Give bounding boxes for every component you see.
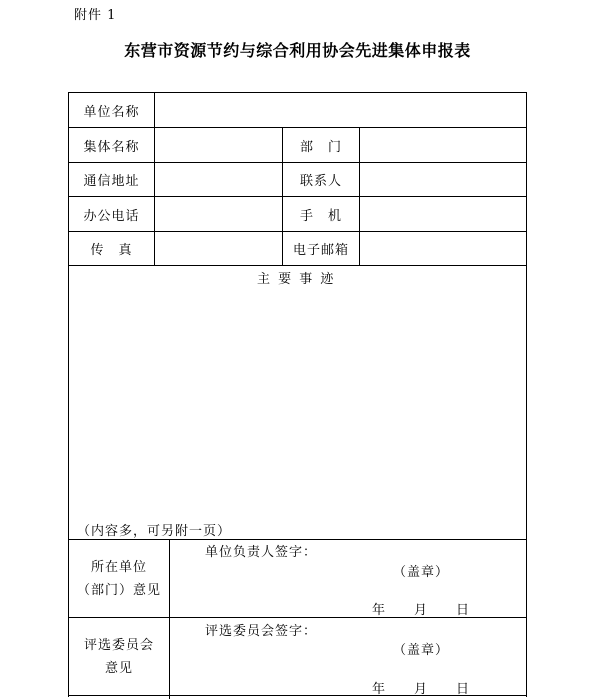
unit-date-label: 年 月 日 [372, 603, 471, 618]
address-field[interactable] [155, 163, 282, 196]
main-deeds-area[interactable] [69, 288, 527, 518]
unit-name-field[interactable] [155, 93, 527, 127]
email-label: 电子邮箱 [292, 243, 349, 258]
main-deeds-note: （内容多，可另附一页） [77, 524, 232, 539]
attachment-label: 附件 1 [74, 8, 117, 23]
committee-date-label: 年 月 日 [372, 682, 471, 697]
mobile-field[interactable] [360, 197, 527, 231]
committee-opinion-label-line1: 评选委员会 [83, 638, 154, 653]
department-field[interactable] [360, 128, 527, 162]
contact-label: 联系人 [299, 174, 342, 189]
unit-name-label: 单位名称 [83, 104, 140, 120]
office-phone-label: 办公电话 [83, 208, 140, 224]
column-divider [169, 539, 170, 699]
unit-opinion-label [69, 556, 169, 602]
contact-field[interactable] [360, 163, 527, 196]
address-label: 通信地址 [83, 174, 140, 189]
form-title: 东营市资源节约与综合利用协会先进集体申报表 [124, 41, 471, 60]
main-deeds-heading: 主 要 事 迹 [257, 272, 336, 287]
application-form [68, 92, 527, 697]
row-divider [69, 265, 527, 266]
department-label: 部 门 [299, 139, 342, 155]
committee-signature-field[interactable] [319, 619, 469, 639]
unit-opinion-label-line2: （部门）意见 [76, 583, 161, 598]
email-field[interactable] [360, 232, 527, 265]
collective-name-label: 集体名称 [83, 139, 140, 155]
office-phone-field[interactable] [155, 197, 282, 231]
unit-signature-field[interactable] [319, 540, 469, 560]
committee-opinion-label-line2: 意见 [104, 661, 133, 676]
fax-field[interactable] [155, 232, 282, 265]
mobile-label: 手 机 [299, 208, 342, 224]
fax-label: 传 真 [90, 243, 133, 258]
unit-signature-label: 单位负责人签字： [205, 545, 318, 560]
committee-opinion-label [69, 634, 169, 680]
committee-seal-label: （盖章） [393, 643, 450, 658]
collective-name-field[interactable] [155, 128, 282, 162]
unit-seal-label: （盖章） [393, 565, 450, 580]
committee-signature-label: 评选委员会签字： [205, 624, 318, 639]
unit-opinion-label-line1: 所在单位 [90, 560, 147, 575]
